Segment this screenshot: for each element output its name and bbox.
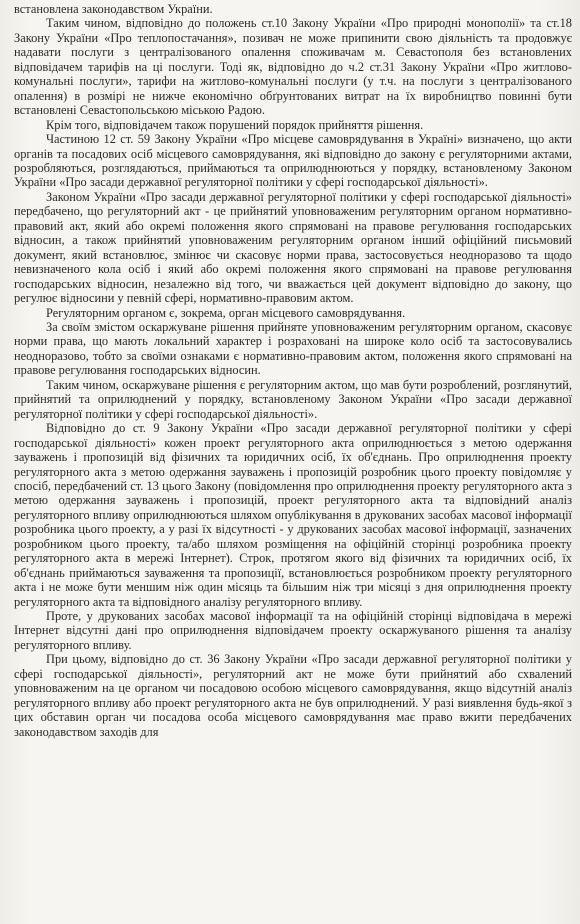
paragraph-no-publication: Проте, у друкованих засобах масової інформації та на офіційній сторінці відповідача в мережі Інтернет відсутні дані про оприлюднення відповідачем проекту оскаржуваного рішення та аналізу регуляторного впливу. [14, 609, 572, 652]
paragraph-continuation: встановлена законодавством України. [14, 2, 213, 16]
paragraph-procedure-violation: Крім того, відповідачем також порушений порядок прийняття рішення. [46, 117, 424, 132]
paragraph-article-36: При цьому, відповідно до ст. 36 Закону України «Про засади державної регуляторної політики у сфері господарської діяльності», регуляторний акт не може бути прийнятий або схвалений уповноваженим на це органом чи посадовою особою місцевого самоврядування, якщо відсутній аналіз регуляторного впливу або проект регуляторного акта не був оприлюднений. У разі виявлення будь-якої з цих обставин орган чи посадова особа місцевого самоврядування має право вжити передбачених законодавством заходів для [14, 652, 572, 739]
paragraph-regulatory-act-definition: Законом України «Про засади державної регуляторної політики у сфері господарської діяльності» передбачено, що регуляторний акт - це прийнятий уповноваженим регуляторним органом нормативно-правовий акт, який або окремі положення якого спрямовані на правове регулювання господарських відносин, а також прийнятий уповноваженим регуляторним органом інший офіційний письмовий документ, який встановлює, змінює чи скасовує норми права, застосовується неодноразово та щодо невизначеного кола осіб і який або окремі положення якого спрямовані на правове регулювання господарських відносин, незалежно від того, чи вважається цей документ відповідно до закону, що регулює відносини у певній сфері, нормативно-правовим актом. [14, 189, 572, 306]
paragraph-conclusion: Таким чином, оскаржуване рішення є регуляторним актом, що мав бути розроблений, розглянутий, прийнятий та оприлюднений у порядку, встановленому Законом України «Про засади державної регуляторної політики у сфері господарської діяльності». [14, 377, 572, 421]
paragraph-article-9: Відповідно до ст. 9 Закону України «Про засади державної регуляторної політики у сфері господарської діяльності» кожен проект регуляторного акта оприлюднюється з метою одержання зауважень і пропозицій від фізичних та юридичних осіб, їх об'єднань. Про оприлюднення проекту регуляторного акта з метою одержання зауважень і пропозицій розробник цього проекту повідомляє у спосіб, передбачений ст. 13 цього Закону (повідомлення про оприлюднення проекту регуляторного акта з метою одержання зауважень і пропозицій, проект регуляторного акта та відповідний аналіз регуляторного впливу оприлюднюються шляхом опублікування в друкованих засобах масової інформації розробника цього проекту, а у разі їх відсутності - у друкованих засобах масової інформації, зазначених розробником цього проекту, та/або шляхом розміщення на офіційній сторінці розробника проекту регуляторного акта в мережі Інтернет). Строк, протягом якого від фізичних та юридичних осіб, їх об'єднань приймаються зауваження та пропозиції, встановлюється розробником проекту регуляторного акта і не може бути меншим ніж один місяць та більшим ніж три місяці з дня оприлюднення проекту регуляторного акта та відповідного аналізу регуляторного впливу. [14, 421, 572, 609]
paragraph-contested-decision: За своїм змістом оскаржуване рішення прийняте уповноваженим регуляторним органом, скасовує норми права, що мають локальний характер і розраховані на широке коло осіб та застосовувались неодноразово, тобто за своїми ознаками є нормативно-правовим актом, положення якого спрямовані на правове регулювання господарських відносин. [14, 319, 572, 378]
paragraph-regulatory-body: Регуляторним органом є, зокрема, орган місцевого самоврядування. [46, 305, 406, 320]
paragraph-local-self-government: Частиною 12 ст. 59 Закону України «Про місцеве самоврядування в Україні» визначено, що акти органів та посадових осіб місцевого самоврядування, які відповідно до закону є регуляторними актами, розробляються, розглядаються, приймаються та оприлюднюються у порядку, встановленому Законом України «Про засади державної регуляторної політики у сфері господарської діяльності». [14, 132, 572, 190]
paragraph-natural-monopolies: Таким чином, відповідно до положень ст.10 Закону України «Про природні монополії» та ст.18 Закону України «Про теплопостачання», позивач не може припинити свою діяльність та продовжує надавати послуги з централізованого опалення споживачам м. Севастополя без встановлених відповідачем тарифів на ці послуги. Тоді як, відповідно до ч.2 ст.31 Закону України «Про житлово-комунальні послуги», тарифи на житлово-комунальні послуги (у т.ч. на послуги з централізованого опалення) в розмірі не нижче економічно обґрунтованих витрат на їх виробництво повинні бути встановлені Севастопольською міською Радою. [14, 16, 572, 118]
